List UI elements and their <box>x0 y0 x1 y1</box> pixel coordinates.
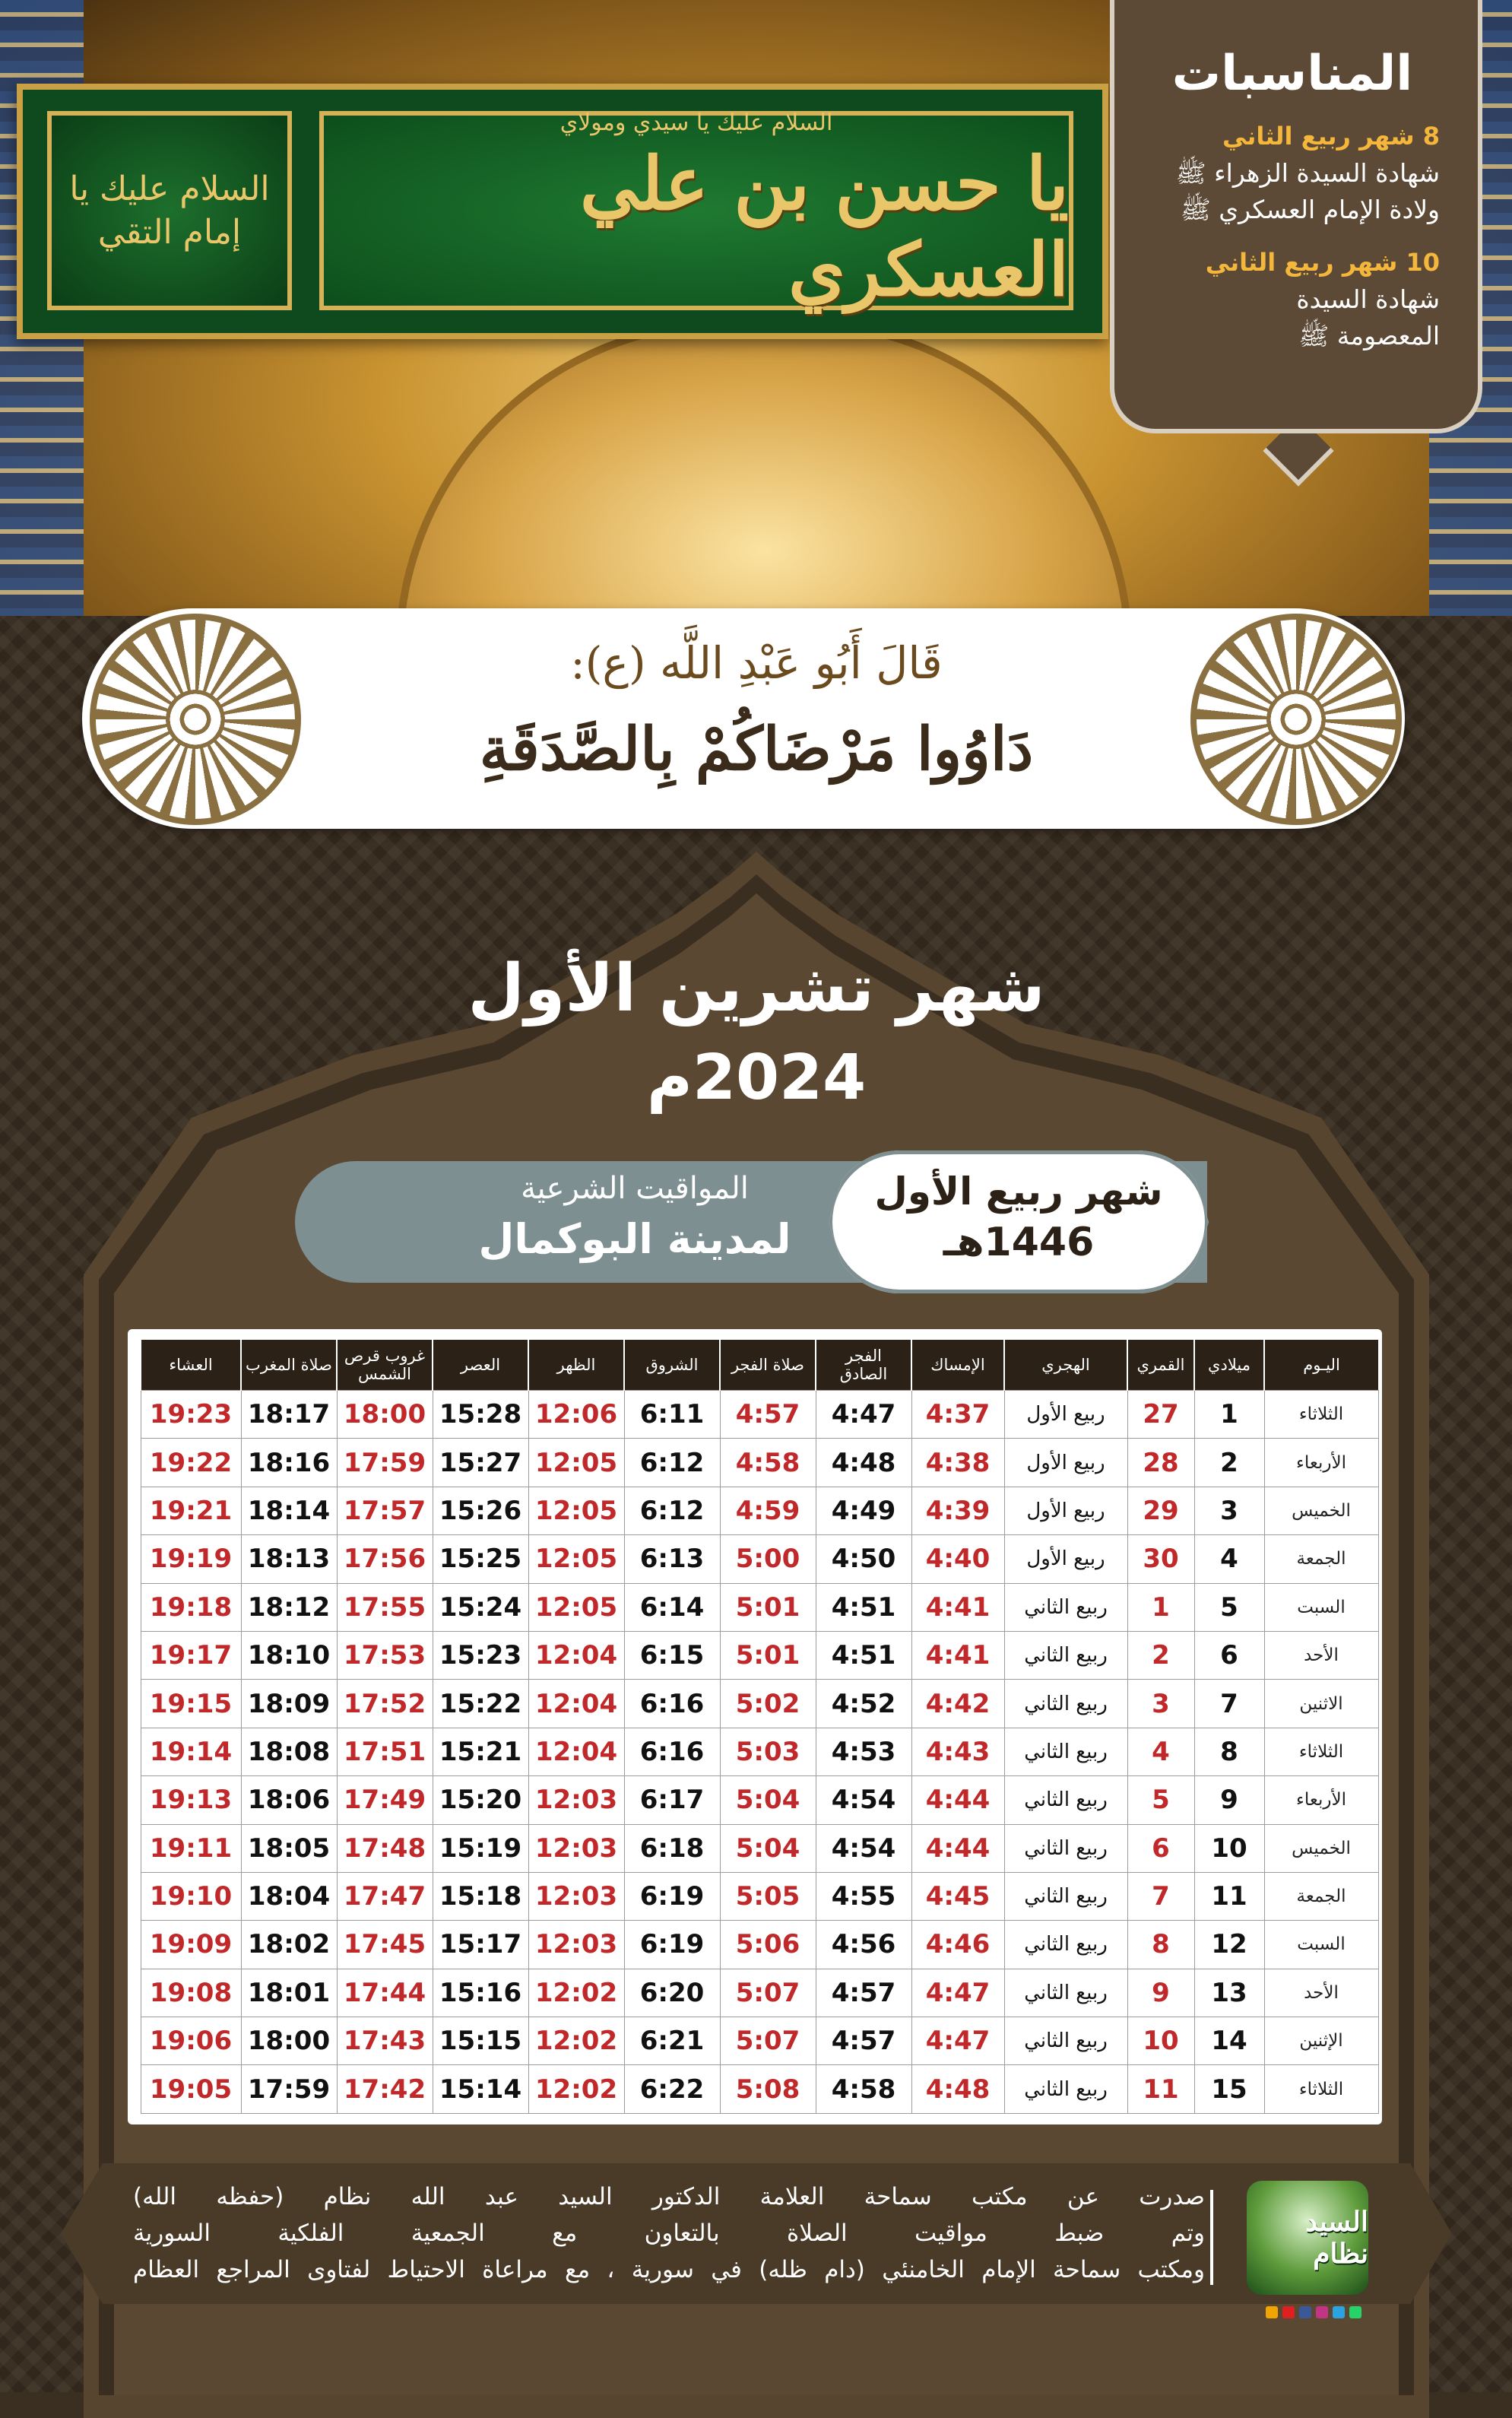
table-cell: 6:11 <box>624 1391 720 1439</box>
table-cell: 4:50 <box>816 1535 911 1583</box>
month-year: 2024م <box>646 1042 867 1114</box>
table-cell: 12:03 <box>528 1824 624 1872</box>
table-cell: 4:41 <box>911 1583 1004 1631</box>
telegram-icon <box>1333 2306 1345 2318</box>
hadith-text: دَاوُوا مَرْضَاكُمْ بِالصَّدَقَةِ <box>479 715 1034 784</box>
table-cell: 5:02 <box>720 1680 816 1728</box>
table-cell: 6:16 <box>624 1680 720 1728</box>
table-cell: ربيع الثاني <box>1004 1824 1127 1872</box>
table-cell: 12:03 <box>528 1921 624 1969</box>
table-cell: 15:15 <box>433 2017 528 2065</box>
table-row <box>141 1680 1378 1728</box>
table-cell: ربيع الثاني <box>1004 1583 1127 1631</box>
table-cell: 4:53 <box>816 1728 911 1775</box>
table-cell: 9 <box>1194 1776 1264 1824</box>
table-cell: 4:57 <box>816 2017 911 2065</box>
table-cell: 4:57 <box>816 1969 911 2017</box>
table-cell: 4:58 <box>816 2065 911 2113</box>
table-cell: 19:13 <box>141 1776 241 1824</box>
table-body <box>141 1391 1378 2114</box>
table-cell: 4:48 <box>911 2065 1004 2113</box>
table-cell: 8 <box>1127 1921 1194 1969</box>
table-cell: الإثنين <box>1264 2017 1378 2065</box>
table-cell: 15:21 <box>433 1728 528 1775</box>
column-header: ميلادي <box>1194 1340 1264 1391</box>
table-cell: 17:51 <box>337 1728 433 1775</box>
table-cell: 17:44 <box>337 1969 433 2017</box>
table-cell: 4:51 <box>816 1631 911 1679</box>
table-cell: 11 <box>1127 2065 1194 2113</box>
city-info-label: المواقيت الشرعية <box>521 1171 749 1206</box>
occasion-line: ولادة الإمام العسكري ﷺ <box>1180 194 1440 224</box>
banner-main-calligraphy: يا حسن بن علي العسكري <box>579 140 1069 313</box>
golden-arch <box>395 319 1133 616</box>
social-icons <box>1266 2306 1361 2318</box>
table-cell: 12:03 <box>528 1872 624 1920</box>
table-row <box>141 1776 1378 1824</box>
occasion-line: شهادة السيدة الزهراء ﷺ <box>1175 158 1440 188</box>
table-row <box>141 1824 1378 1872</box>
table-cell: ربيع الأول <box>1004 1487 1127 1534</box>
table-cell: 4:51 <box>816 1583 911 1631</box>
table-cell: 6:12 <box>624 1439 720 1487</box>
table-row <box>141 1728 1378 1775</box>
table-cell: ربيع الثاني <box>1004 1680 1127 1728</box>
table-cell: 6:17 <box>624 1776 720 1824</box>
table-cell: 12:05 <box>528 1535 624 1583</box>
youtube-icon <box>1282 2306 1295 2318</box>
table-cell: 4 <box>1194 1535 1264 1583</box>
table-cell: الأحد <box>1264 1631 1378 1679</box>
table-cell: 4:44 <box>911 1824 1004 1872</box>
table-cell: 15:27 <box>433 1439 528 1487</box>
table-cell: 19:19 <box>141 1535 241 1583</box>
table-cell: 4:38 <box>911 1439 1004 1487</box>
table-cell: 4:54 <box>816 1776 911 1824</box>
column-header: العشاء <box>141 1340 241 1391</box>
table-cell: 12 <box>1194 1921 1264 1969</box>
table-cell: 18:13 <box>241 1535 337 1583</box>
table-cell: 19:15 <box>141 1680 241 1728</box>
table-cell: ربيع الثاني <box>1004 1631 1127 1679</box>
banner-main-panel <box>319 109 1073 313</box>
banner-side-calligraphy: السلام عليك يا إمام التقي <box>69 169 270 252</box>
table-cell: 17:45 <box>337 1921 433 1969</box>
whatsapp-icon <box>1349 2306 1361 2318</box>
table-row <box>141 1439 1378 1487</box>
table-cell: 29 <box>1127 1487 1194 1534</box>
table-cell: 4:37 <box>911 1391 1004 1439</box>
table-cell: 19:17 <box>141 1631 241 1679</box>
table-cell: ربيع الثاني <box>1004 2017 1127 2065</box>
table-cell: 15:23 <box>433 1631 528 1679</box>
table-cell: 7 <box>1127 1872 1194 1920</box>
table-cell: 2 <box>1127 1631 1194 1679</box>
table-cell: الاثنين <box>1264 1680 1378 1728</box>
table-cell: ربيع الثاني <box>1004 1728 1127 1775</box>
table-cell: 15:26 <box>433 1487 528 1534</box>
rosette-ornament-left <box>90 614 301 825</box>
table-cell: 3 <box>1194 1487 1264 1534</box>
table-cell: 15:24 <box>433 1583 528 1631</box>
table-cell: 18:16 <box>241 1439 337 1487</box>
column-header: الفجر الصادق <box>816 1340 911 1391</box>
table-cell: 5:08 <box>720 2065 816 2113</box>
footer-line: ومكتب سماحة الإمام الخامنئي (دام ظله) في سورية ، مع مراعاة الاحتياط لفتاوى المراجع العظام <box>133 2256 1205 2284</box>
table-cell: 4:46 <box>911 1921 1004 1969</box>
instagram-icon <box>1316 2306 1328 2318</box>
table-cell: 4:39 <box>911 1487 1004 1534</box>
table-cell: 13 <box>1194 1969 1264 2017</box>
table-cell: 19:14 <box>141 1728 241 1775</box>
table-row <box>141 2065 1378 2113</box>
table-cell: 10 <box>1194 1824 1264 1872</box>
table-cell: الثلاثاء <box>1264 1728 1378 1775</box>
table-row <box>141 2017 1378 2065</box>
table-cell: الخميس <box>1264 1824 1378 1872</box>
table-cell: ربيع الثاني <box>1004 1969 1127 2017</box>
table-cell: 18:10 <box>241 1631 337 1679</box>
occasion-date: 10 شهر ربيع الثاني <box>1205 247 1440 277</box>
table-cell: 4:47 <box>911 2017 1004 2065</box>
table-cell: 15:14 <box>433 2065 528 2113</box>
table-cell: الثلاثاء <box>1264 2065 1378 2113</box>
table-cell: 15 <box>1194 2065 1264 2113</box>
table-cell: 5:07 <box>720 1969 816 2017</box>
table-cell: 18:00 <box>241 2017 337 2065</box>
table-cell: السبت <box>1264 1921 1378 1969</box>
table-cell: 12:02 <box>528 2017 624 2065</box>
table-cell: 6:14 <box>624 1583 720 1631</box>
column-header: العصر <box>433 1340 528 1391</box>
table-cell: 17:47 <box>337 1872 433 1920</box>
column-header: الهجري <box>1004 1340 1127 1391</box>
prayer-times-table-container <box>128 1329 1382 2124</box>
banner-side-panel <box>47 111 292 310</box>
table-cell: 17:57 <box>337 1487 433 1534</box>
table-cell: الأربعاء <box>1264 1776 1378 1824</box>
table-row <box>141 1872 1378 1920</box>
table-cell: 14 <box>1194 2017 1264 2065</box>
table-cell: 12:04 <box>528 1680 624 1728</box>
table-cell: ربيع الثاني <box>1004 1872 1127 1920</box>
table-cell: 4:56 <box>816 1921 911 1969</box>
table-cell: ربيع الأول <box>1004 1439 1127 1487</box>
table-cell: 17:48 <box>337 1824 433 1872</box>
table-cell: 12:04 <box>528 1728 624 1775</box>
table-cell: 17:55 <box>337 1583 433 1631</box>
table-cell: 18:17 <box>241 1391 337 1439</box>
table-cell: 6:22 <box>624 2065 720 2113</box>
column-header: صلاة الفجر <box>720 1340 816 1391</box>
table-cell: 17:59 <box>241 2065 337 2113</box>
table-cell: 5:05 <box>720 1872 816 1920</box>
table-cell: ربيع الثاني <box>1004 1921 1127 1969</box>
table-row <box>141 1631 1378 1679</box>
table-row <box>141 1921 1378 1969</box>
table-cell: 1 <box>1127 1583 1194 1631</box>
table-cell: 4:59 <box>720 1487 816 1534</box>
occasions-title: المناسبات <box>1171 46 1413 102</box>
table-cell: 18:08 <box>241 1728 337 1775</box>
table-cell: الثلاثاء <box>1264 1391 1378 1439</box>
table-cell: 9 <box>1127 1969 1194 2017</box>
column-header: الشروق <box>624 1340 720 1391</box>
table-cell: الجمعة <box>1264 1872 1378 1920</box>
table-cell: الأربعاء <box>1264 1439 1378 1487</box>
table-cell: 6:18 <box>624 1824 720 1872</box>
table-cell: 5:04 <box>720 1824 816 1872</box>
table-cell: 6:21 <box>624 2017 720 2065</box>
footer-divider <box>1210 2190 1213 2285</box>
table-cell: 6 <box>1194 1631 1264 1679</box>
table-cell: 18:01 <box>241 1969 337 2017</box>
table-cell: ربيع الأول <box>1004 1535 1127 1583</box>
banner-top-calligraphy: السلام عليك يا سيدي ومولاي <box>559 109 833 136</box>
table-cell: 10 <box>1127 2017 1194 2065</box>
table-cell: 11 <box>1194 1872 1264 1920</box>
table-cell: الخميس <box>1264 1487 1378 1534</box>
table-cell: 4:42 <box>911 1680 1004 1728</box>
table-header-row <box>141 1340 1378 1391</box>
table-cell: 6:19 <box>624 1921 720 1969</box>
table-cell: 19:18 <box>141 1583 241 1631</box>
table-cell: 19:11 <box>141 1824 241 1872</box>
table-cell: 15:20 <box>433 1776 528 1824</box>
table-cell: 4:43 <box>911 1728 1004 1775</box>
table-row <box>141 1487 1378 1534</box>
occasion-date: 8 شهر ربيع الثاني <box>1222 122 1440 151</box>
table-cell: 4:54 <box>816 1824 911 1872</box>
column-header: القمري <box>1127 1340 1194 1391</box>
table-cell: 28 <box>1127 1439 1194 1487</box>
table-cell: 6 <box>1127 1824 1194 1872</box>
table-cell: 19:10 <box>141 1872 241 1920</box>
table-cell: 4:44 <box>911 1776 1004 1824</box>
table-cell: 4:48 <box>816 1439 911 1487</box>
table-cell: 12:05 <box>528 1487 624 1534</box>
prayer-times-table <box>140 1340 1379 2114</box>
table-cell: 5:04 <box>720 1776 816 1824</box>
table-cell: 30 <box>1127 1535 1194 1583</box>
occasions-box <box>1110 0 1482 433</box>
table-cell: 8 <box>1194 1728 1264 1775</box>
hijri-year: 1446هـ <box>943 1220 1095 1265</box>
table-cell: 15:25 <box>433 1535 528 1583</box>
footer-line: وتم ضبط مواقيت الصلاة بالتعاون مع الجمعية الفلكية السورية <box>133 2220 1205 2248</box>
table-cell: 5:06 <box>720 1921 816 1969</box>
table-cell: 4:49 <box>816 1487 911 1534</box>
table-cell: 19:21 <box>141 1487 241 1534</box>
footer-text <box>133 2178 1205 2288</box>
table-cell: ربيع الثاني <box>1004 2065 1127 2113</box>
table-cell: 2 <box>1194 1439 1264 1487</box>
table-cell: 4:47 <box>911 1969 1004 2017</box>
city-name: لمدينة البوكمال <box>478 1215 791 1263</box>
table-cell: 17:42 <box>337 2065 433 2113</box>
table-cell: 12:02 <box>528 2065 624 2113</box>
table-cell: 6:20 <box>624 1969 720 2017</box>
footer-line: صدرت عن مكتب سماحة العلامة الدكتور السيد عبد الله نظام (حفظه الله) <box>133 2183 1205 2210</box>
table-cell: 12:06 <box>528 1391 624 1439</box>
table-cell: 18:05 <box>241 1824 337 1872</box>
table-cell: 17:52 <box>337 1680 433 1728</box>
table-cell: 27 <box>1127 1391 1194 1439</box>
table-cell: 6:13 <box>624 1535 720 1583</box>
table-cell: 18:00 <box>337 1391 433 1439</box>
table-row <box>141 1583 1378 1631</box>
table-cell: 4:52 <box>816 1680 911 1728</box>
table-cell: 15:16 <box>433 1969 528 2017</box>
hijri-month-name: شهر ربيع الأول <box>874 1169 1163 1214</box>
table-cell: 17:56 <box>337 1535 433 1583</box>
table-cell: 15:28 <box>433 1391 528 1439</box>
table-cell: 4:45 <box>911 1872 1004 1920</box>
table-cell: 6:12 <box>624 1487 720 1534</box>
table-cell: 12:02 <box>528 1969 624 2017</box>
table-cell: 19:22 <box>141 1439 241 1487</box>
table-cell: 17:43 <box>337 2017 433 2065</box>
occasion-line: المعصومة ﷺ <box>1298 320 1440 351</box>
table-cell: ربيع الثاني <box>1004 1776 1127 1824</box>
table-cell: 19:08 <box>141 1969 241 2017</box>
table-cell: 5:01 <box>720 1583 816 1631</box>
table-row <box>141 1391 1378 1439</box>
table-cell: 19:05 <box>141 2065 241 2113</box>
table-cell: 4 <box>1127 1728 1194 1775</box>
table-cell: 5:03 <box>720 1728 816 1775</box>
table-cell: 18:06 <box>241 1776 337 1824</box>
office-logo <box>1247 2181 1368 2295</box>
table-cell: 17:49 <box>337 1776 433 1824</box>
table-cell: 18:02 <box>241 1921 337 1969</box>
table-cell: 19:23 <box>141 1391 241 1439</box>
table-cell: 19:06 <box>141 2017 241 2065</box>
table-cell: 4:57 <box>720 1391 816 1439</box>
table-cell: 12:05 <box>528 1439 624 1487</box>
hadith-attribution: قَالَ أَبُو عَبْدِ اللَّه (ع): <box>570 637 943 689</box>
table-cell: 5:00 <box>720 1535 816 1583</box>
table-cell: 4:40 <box>911 1535 1004 1583</box>
table-cell: 19:09 <box>141 1921 241 1969</box>
table-cell: 4:55 <box>816 1872 911 1920</box>
month-title: شهر تشرين الأول <box>468 950 1045 1027</box>
logo-text: السيد نظام <box>1305 2206 1368 2270</box>
table-cell: الجمعة <box>1264 1535 1378 1583</box>
table-cell: 15:17 <box>433 1921 528 1969</box>
table-cell: ربيع الأول <box>1004 1391 1127 1439</box>
table-cell: 18:09 <box>241 1680 337 1728</box>
table-cell: 5 <box>1194 1583 1264 1631</box>
table-cell: 12:03 <box>528 1776 624 1824</box>
occasion-line: شهادة السيدة <box>1296 284 1440 314</box>
table-cell: 7 <box>1194 1680 1264 1728</box>
table-cell: 17:53 <box>337 1631 433 1679</box>
column-header: صلاة المغرب <box>241 1340 337 1391</box>
rosette-ornament-right <box>1190 614 1402 825</box>
table-cell: 12:04 <box>528 1631 624 1679</box>
table-cell: 15:19 <box>433 1824 528 1872</box>
table-cell: 5 <box>1127 1776 1194 1824</box>
table-cell: 4:47 <box>816 1391 911 1439</box>
table-cell: 6:15 <box>624 1631 720 1679</box>
column-header: غروب قرص الشمس <box>337 1340 433 1391</box>
table-cell: الأحد <box>1264 1969 1378 2017</box>
table-row <box>141 1969 1378 2017</box>
table-cell: السبت <box>1264 1583 1378 1631</box>
facebook-icon <box>1299 2306 1311 2318</box>
table-cell: 1 <box>1194 1391 1264 1439</box>
table-cell: 18:14 <box>241 1487 337 1534</box>
table-cell: 3 <box>1127 1680 1194 1728</box>
column-header: الظهر <box>528 1340 624 1391</box>
table-cell: 5:07 <box>720 2017 816 2065</box>
table-cell: 15:18 <box>433 1872 528 1920</box>
table-cell: 15:22 <box>433 1680 528 1728</box>
table-cell: 17:59 <box>337 1439 433 1487</box>
website-icon <box>1266 2306 1278 2318</box>
table-cell: 4:41 <box>911 1631 1004 1679</box>
table-cell: 4:58 <box>720 1439 816 1487</box>
column-header: الإمساك <box>911 1340 1004 1391</box>
table-cell: 12:05 <box>528 1583 624 1631</box>
table-cell: 6:19 <box>624 1872 720 1920</box>
column-header: اليـوم <box>1264 1340 1378 1391</box>
table-cell: 18:12 <box>241 1583 337 1631</box>
table-cell: 5:01 <box>720 1631 816 1679</box>
table-row <box>141 1535 1378 1583</box>
table-cell: 18:04 <box>241 1872 337 1920</box>
table-cell: 6:16 <box>624 1728 720 1775</box>
green-banner <box>17 84 1108 339</box>
